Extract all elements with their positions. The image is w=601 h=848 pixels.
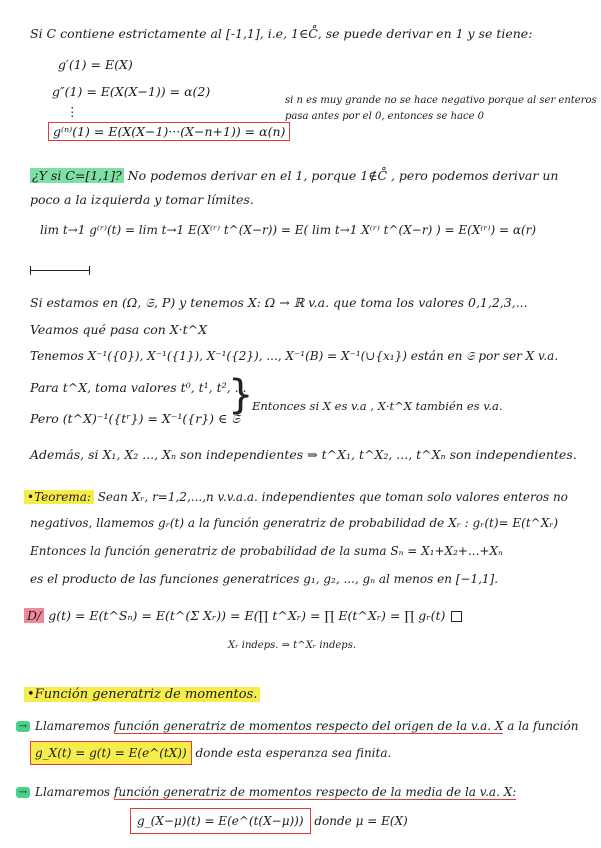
setup-line: Si estamos en (Ω, 𝔖, P) y tenemos X: Ω → ℝ v.a. que toma los valores 0,1,2,3,...: [30, 295, 528, 310]
moments-origin-formula: [30, 745, 391, 761]
preimage-t-line: Pero (t^X)⁻¹({tʳ}) = X⁻¹({r}) ∈ 𝔖: [30, 411, 241, 426]
theorem-text-1: Sean Xᵣ, r=1,2,...,n v.v.a.a. independientes que toman solo valores enteros no: [93, 490, 568, 504]
moments-def-origin-underlined: función generatriz de momentos respecto del origen de la v.a. X: [113, 719, 504, 733]
moments-def-mean-underlined: función generatriz de momentos respecto de la media de la v.a. X:: [113, 785, 517, 799]
theorem-line-2: negativos, llamemos gᵣ(t) a la función generatriz de probabilidad de Xᵣ : gᵣ(t)= E(t^Xᵣ): [30, 516, 559, 530]
question-line: [30, 168, 558, 184]
side-note-1: si n es muy grande no se hace negativo porque al ser enteros: [285, 95, 597, 106]
moments-mean-box: g_(X−μ)(t) = E(e^(t(X−μ))): [130, 808, 311, 834]
preimages-line: Tenemos X⁻¹({0}), X⁻¹({1}), X⁻¹({2}), ..., X⁻¹(B) = X⁻¹(∪{x₁}) están en 𝔖 por ser X v.a.: [30, 349, 559, 363]
moments-origin-box: g_X(t) = g(t) = E(e^(tX)): [30, 741, 192, 765]
independence-line: Además, si X₁, X₂ ..., Xₙ son independientes ⇒ t^X₁, t^X₂, ..., t^Xₙ son independientes.: [30, 447, 577, 462]
section-divider: [30, 270, 90, 271]
qed-square-icon: [451, 611, 462, 622]
proof-equation: g(t) = E(t^Sₙ) = E(t^(Σ Xᵣ)) = E(∏ t^Xᵣ) = ∏ E(t^Xᵣ) = ∏ gᵣ(t): [48, 608, 446, 623]
moments-origin-tail: donde esta esperanza sea finita.: [191, 746, 392, 760]
moments-title: •Función generatriz de momentos.: [24, 687, 260, 702]
moments-def-mean: [16, 784, 516, 800]
derivative-1: g′(1) = E(X): [58, 57, 133, 72]
curly-brace: }: [228, 372, 254, 418]
moments-mean-tail: donde μ = E(X): [310, 814, 408, 828]
look-line: Veamos qué pasa con X·t^X: [30, 322, 208, 337]
moments-def-origin-pre: Llamaremos: [35, 719, 114, 733]
theorem-label: •Teorema:: [24, 490, 94, 504]
proof-label: D/: [24, 608, 44, 623]
moments-def-origin: [16, 718, 578, 734]
proof-note: Xᵣ indeps. ⇒ t^Xᵣ indeps.: [228, 640, 357, 651]
theorem-line-1: [24, 489, 568, 505]
moments-def-mean-pre: Llamaremos: [35, 785, 114, 799]
derivative-2: g″(1) = E(X(X−1)) = α(2): [52, 84, 211, 99]
derivative-n-boxed: g⁽ⁿ⁾(1) = E(X(X−1)···(X−n+1)) = α(n): [48, 122, 290, 141]
question-text-2: poco a la izquierda y tomar límites.: [30, 192, 254, 207]
arrow-right-icon: →: [16, 721, 30, 732]
values-line: Para t^X, toma valores t⁰, t¹, t², ...: [30, 380, 247, 395]
proof-line: [24, 608, 462, 624]
intro-line: Si C contiene estrictamente al [-1,1], i.e, 1∈C̊, se puede derivar en 1 y se tiene:: [30, 26, 533, 41]
moments-mean-formula: [130, 813, 408, 829]
derivative-n-wrap: [48, 124, 290, 140]
question-highlight: ¿Y si C=[1,1]?: [32, 168, 122, 183]
conclusion-line: Entonces si X es v.a , X·t^X también es v.a.: [252, 399, 503, 413]
moments-def-origin-post: a la función: [503, 719, 579, 733]
side-note-2: pasa antes por el 0, entonces se hace 0: [285, 111, 485, 122]
limit-equation: lim t→1 g⁽ʳ⁾(t) = lim t→1 E(X⁽ʳ⁾ t^(X−r)) = E( lim t→1 X⁽ʳ⁾ t^(X−r) ) = E(X⁽ʳ⁾) = α(r): [40, 223, 537, 237]
moments-title-wrap: [24, 687, 260, 703]
theorem-line-4: es el producto de las funciones generatrices g₁, g₂, ..., gₙ al menos en [−1,1].: [30, 572, 499, 586]
arrow-right-icon: →: [16, 787, 30, 798]
question-text: No podemos derivar en el 1, porque 1∉C̊ , pero podemos derivar un: [123, 168, 559, 183]
theorem-line-3: Entonces la función generatriz de probabilidad de la suma Sₙ = X₁+X₂+...+Xₙ: [30, 544, 503, 558]
ellipsis: ⋮: [66, 104, 79, 119]
